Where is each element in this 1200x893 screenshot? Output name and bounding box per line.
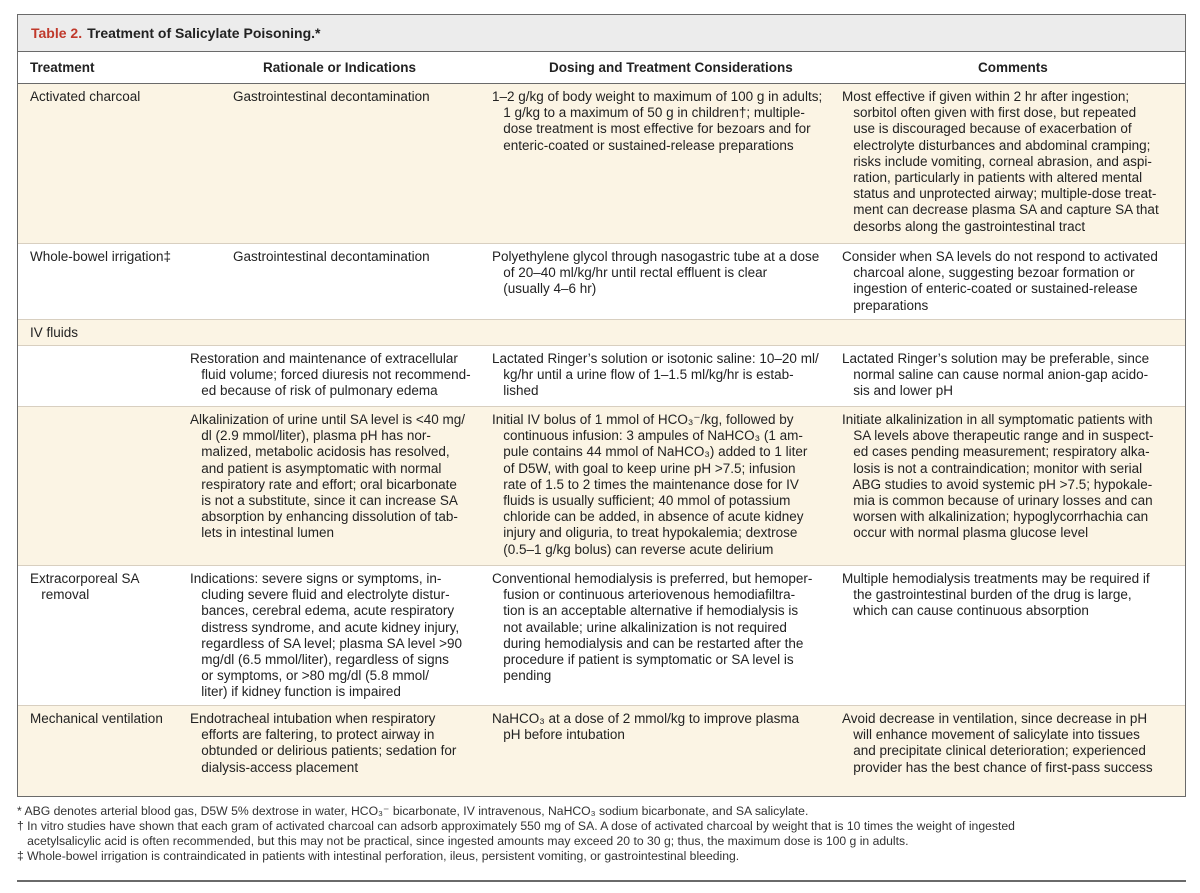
cell-comments: Initiate alkalinization in all symptomatic patients with SA levels above therapeutic range and in suspect- ed cases pending measurement; respiratory alka- losis is not a contraindication; monitor with serial ABG studies to avoid systemic pH >7.5; hypokale- mia is common because of urinary losses and can worsen with alkalinization; hypoglycorrhachia can occur with normal plasma glucose level [842,412,1154,541]
cell-treatment: Whole-bowel irrigation‡ [30,249,172,264]
table-row-iv-fluids-alkalinization [18,407,1185,566]
cell-treatment: Extracorporeal SA removal [30,571,140,603]
cell-rationale: Restoration and maintenance of extracellular fluid volume; forced diuresis not recommend- ed because of risk of pulmonary edema [190,351,471,399]
header-treatment: Treatment [30,60,95,75]
cell-treatment: Activated charcoal [30,89,141,104]
cell-dosing: Conventional hemodialysis is preferred, but hemoper- fusion or continuous arteriovenous hemodiafiltra- tion is an acceptable alternative if hemodialysis is not available; urine alkalinization is not required during hemodialysis and can be restarted after the procedure if patient is symptomatic or SA level is pending [492,571,813,684]
table-row-extracorporeal-removal [18,566,1185,706]
cell-rationale: Alkalinization of urine until SA level is <40 mg/ dl (2.9 mmol/liter), plasma pH has nor- malized, metabolic acidosis has resolved, and patient is asymptomatic with normal respiratory rate and effort; oral bicarbonate is not a substitute, since it can increase SA absorption by enhancing dissolution of tab- lets in intestinal lumen [190,412,466,541]
header-comments: Comments [978,60,1048,75]
cell-rationale: Indications: severe signs or symptoms, in- cluding severe fluid and electrolyte distur- bances, cerebral edema, acute respiratory distress syndrome, and acute kidney injury, regardless of SA level; plasma SA level >90 mg/dl (6.5 mmol/liter), regardless of signs or symptoms, or >80 mg/dl (5.8 mmol/ liter) if kidney function is impaired [190,571,463,700]
table-row-mechanical-ventilation [18,706,1185,797]
cell-comments: Consider when SA levels do not respond to activated charcoal alone, suggesting bezoar formation or ingestion of enteric-coated or sustained-release preparations [842,249,1158,313]
table-row-whole-bowel-irrigation [18,244,1185,320]
cell-treatment: Mechanical ventilation [30,711,163,726]
cell-rationale: Gastrointestinal decontamination [233,89,430,104]
cell-dosing: Initial IV bolus of 1 mmol of HCO₃⁻/kg, followed by continuous infusion: 3 ampules of NaHCO₃ (1 am- pule contains 44 mmol of NaHCO₃) added to 1 liter of D5W, with goal to keep urine pH >7.5; infusion rate of 1.5 to 2 times the maintenance dose for IV fluids is usually sufficient; 40 mmol of potassium chloride can be added, in absence of acute kidney injury and oliguria, to treat hypokalemia; dextrose (0.5–1 g/kg bolus) can reverse acute delirium [492,412,808,557]
table-title: Treatment of Salicylate Poisoning.* [87,25,321,41]
cell-comments: Lactated Ringer’s solution may be preferable, since normal saline can cause normal anion-gap acido- sis and lower pH [842,351,1150,399]
cell-comments: Most effective if given within 2 hr after ingestion; sorbitol often given with first dose, but repeated use is discouraged because of exacerbation of electrolyte disturbances and abdominal cramping; risks include vomiting, corneal abrasion, and aspi- ration, particularly in patients with altered mental status and unprotected airway; multiple-dose treat- ment can decrease plasma SA and capture SA that desorbs along the gastrointestinal tract [842,89,1159,234]
table-title-bar [18,15,1185,52]
table-frame [17,14,1186,797]
header-dosing: Dosing and Treatment Considerations [549,60,793,75]
cell-dosing: NaHCO₃ at a dose of 2 mmol/kg to improve plasma pH before intubation [492,711,800,743]
table-row-activated-charcoal [18,84,1185,244]
cell-dosing: Polyethylene glycol through nasogastric tube at a dose of 20–40 ml/kg/hr until rectal effluent is clear (usually 4–6 hr) [492,249,820,297]
table-row-iv-fluids [18,320,1185,346]
header-rationale: Rationale or Indications [263,60,417,75]
bottom-divider [17,880,1186,882]
cell-rationale: Gastrointestinal decontamination [233,249,430,264]
cell-dosing: Lactated Ringer’s solution or isotonic saline: 10–20 ml/ kg/hr until a urine flow of 1–1.5 ml/kg/hr is estab- lished [492,351,819,399]
cell-dosing: 1–2 g/kg of body weight to maximum of 100 g in adults; 1 g/kg to a maximum of 50 g in children†; multiple- dose treatment is most effective for bezoars and for enteric-coated or sustained-release preparations [492,89,823,153]
table-row-iv-fluids-restoration [18,346,1185,407]
cell-treatment: IV fluids [30,325,79,340]
footnote-dagger: † In vitro studies have shown that each gram of activated charcoal can adsorb approximately 550 mg of SA. A dose of activated charcoal by weight that is 10 times the weight of ingested acetylsalicylic acid is often recommended, but this may not be practical, since ingested amounts may exceed 20 to 30 g; thus, the maximum dose is 100 g in adults. [17,818,1015,848]
table-footnotes [17,804,1187,864]
footnote-double-dagger: ‡ Whole-bowel irrigation is contraindicated in patients with intestinal perforation, ileus, persistent vomiting, or gastrointestinal bleeding. [17,848,740,863]
footnote-abbreviations: * ABG denotes arterial blood gas, D5W 5% dextrose in water, HCO₃⁻ bicarbonate, IV intravenous, NaHCO₃ sodium bicarbonate, and SA salicylate. [17,804,809,818]
cell-comments: Multiple hemodialysis treatments may be required if the gastrointestinal burden of the drug is large, which can cause continuous absorption [842,571,1150,619]
cell-rationale: Endotracheal intubation when respiratory efforts are faltering, to protect airway in obtunded or delirious patients; sedation for dialysis-access placement [190,711,457,775]
table-label: Table 2. [31,25,83,41]
cell-comments: Avoid decrease in ventilation, since decrease in pH will enhance movement of salicylate into tissues and precipitate clinical deterioration; experienced provider has the best chance of first-pass success [842,711,1153,775]
table-header-row [18,52,1185,84]
